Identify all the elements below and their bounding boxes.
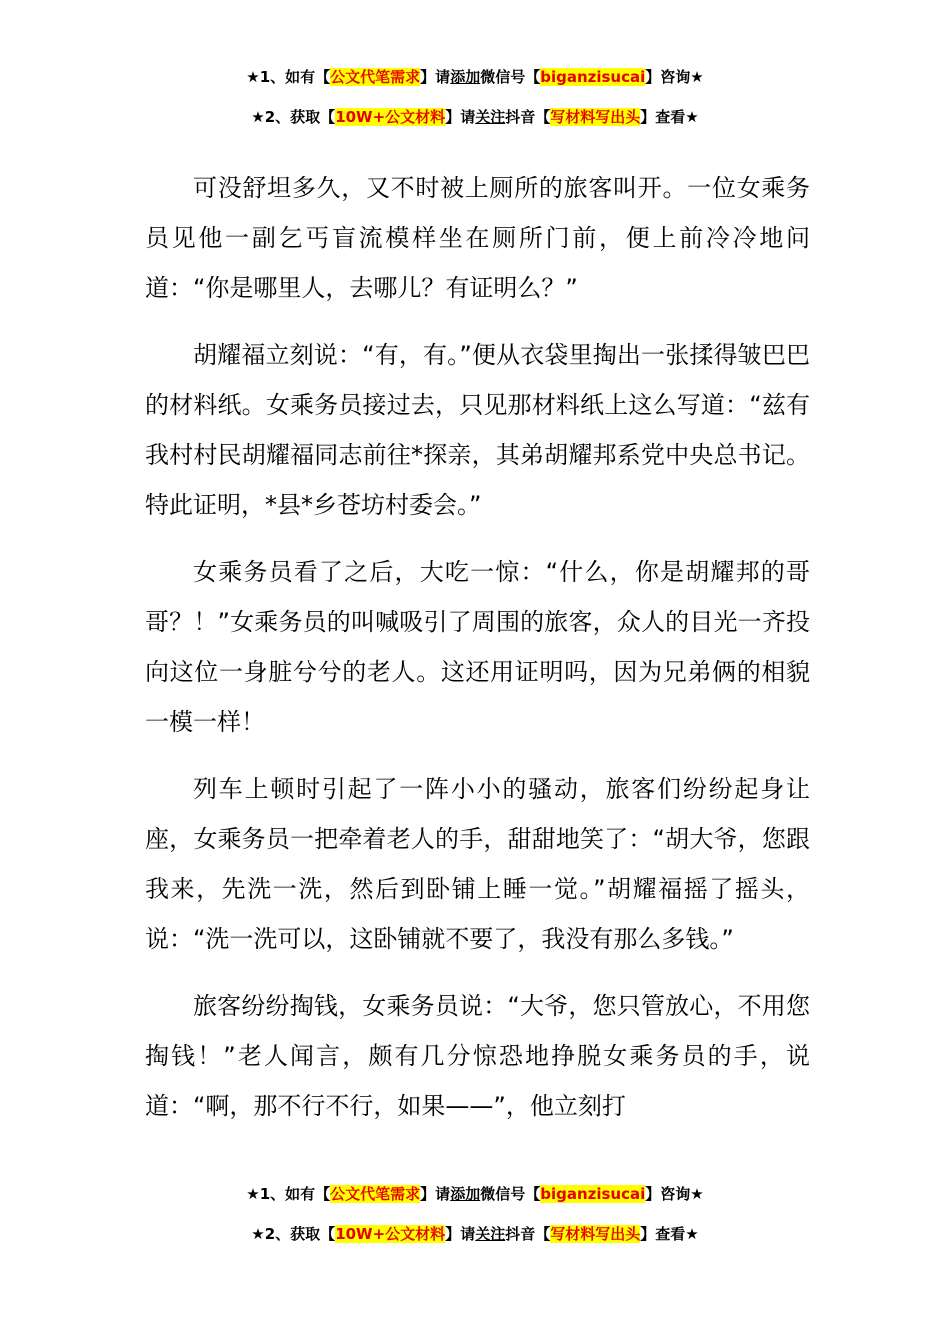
banner-highlight: 写材料写出头 (550, 108, 641, 126)
banner-text: ★2、获取【 (251, 108, 336, 126)
footer-banner (0, 1183, 950, 1263)
banner-text: 】请 (445, 108, 476, 126)
banner-text: ★2、获取【 (251, 1225, 336, 1243)
banner-underline: 关注 (475, 1225, 506, 1243)
banner-line-2 (0, 1223, 950, 1245)
banner-text: 抖音【 (505, 108, 551, 126)
banner-text: ★1、如有【 (246, 68, 331, 86)
banner-highlight: 写材料写出头 (550, 1225, 641, 1243)
banner-line-1 (0, 1183, 950, 1205)
header-banner (0, 66, 950, 146)
banner-underline: 添加 (450, 1185, 481, 1203)
paragraph: 列车上顿时引起了一阵小小的骚动，旅客们纷纷起身让座，女乘务员一把牵着老人的手，甜甜地笑了：“胡大爷，您跟我来，先洗一洗，然后到卧铺上睡一觉。”胡耀福摇了摇头，说：“洗一洗可以，这卧铺就不要了，我没有那么多钱。” (145, 775, 810, 953)
banner-text: 】查看★ (640, 108, 699, 126)
paragraph: 旅客纷纷掏钱，女乘务员说：“大爷，您只管放心，不用您掏钱！”老人闻言，颇有几分惊恐地挣脱女乘务员的手，说道：“啊，那不行不行，如果——”，他立刻打 (145, 992, 810, 1120)
banner-text: 微信号【 (480, 68, 541, 86)
banner-text: ★1、如有【 (246, 1185, 331, 1203)
banner-highlight: 10W+公文材料 (335, 1225, 446, 1243)
document-body (145, 163, 810, 1148)
banner-text: 】咨询★ (645, 1185, 704, 1203)
banner-text: 】请 (420, 1185, 451, 1203)
banner-text: 】查看★ (640, 1225, 699, 1243)
paragraph: 女乘务员看了之后，大吃一惊：“什么，你是胡耀邦的哥哥？！”女乘务员的叫喊吸引了周围的旅客，众人的目光一齐投向这位一身脏兮兮的老人。这还用证明吗，因为兄弟俩的相貌一模一样！ (145, 558, 810, 736)
banner-text: 】咨询★ (645, 68, 704, 86)
paragraph: 胡耀福立刻说：“有，有。”便从衣袋里掏出一张揉得皱巴巴的材料纸。女乘务员接过去，只见那材料纸上这么写道：“兹有我村村民胡耀福同志前往*探亲，其弟胡耀邦系党中央总书记。特此证明，*县*乡苍坊村委会。” (145, 341, 810, 519)
banner-text: 】请 (445, 1225, 476, 1243)
banner-line-1 (0, 66, 950, 88)
banner-underline: 关注 (475, 108, 506, 126)
banner-text: 抖音【 (505, 1225, 551, 1243)
banner-highlight: biganzisucai (540, 1185, 646, 1203)
banner-highlight: 公文代笔需求 (330, 1185, 421, 1203)
banner-line-2 (0, 106, 950, 128)
banner-underline: 添加 (450, 68, 481, 86)
banner-highlight: biganzisucai (540, 68, 646, 86)
banner-highlight: 10W+公文材料 (335, 108, 446, 126)
banner-text: 】请 (420, 68, 451, 86)
paragraph: 可没舒坦多久，又不时被上厕所的旅客叫开。一位女乘务员见他一副乞丐盲流模样坐在厕所门前，便上前冷冷地问道：“你是哪里人，去哪儿？有证明么？” (145, 174, 810, 302)
banner-highlight: 公文代笔需求 (330, 68, 421, 86)
banner-text: 微信号【 (480, 1185, 541, 1203)
